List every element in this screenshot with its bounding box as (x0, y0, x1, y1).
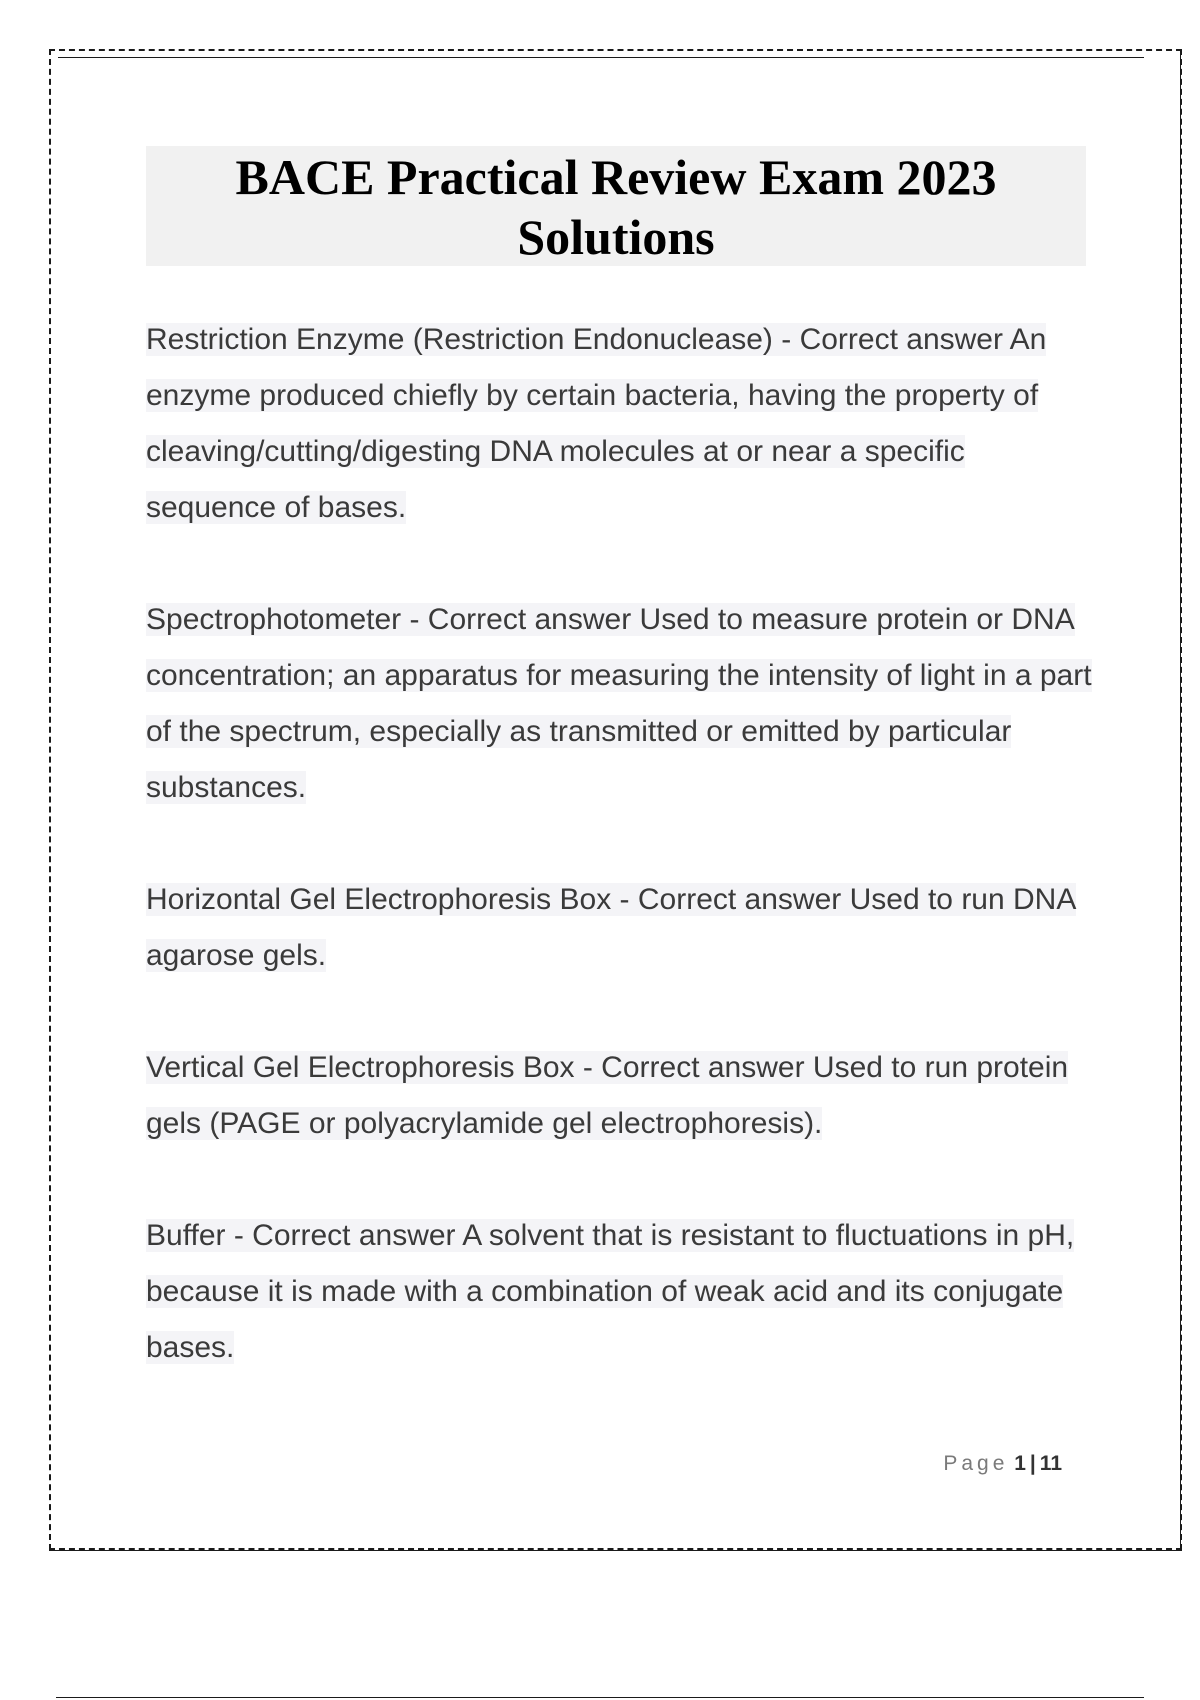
entry-restriction-enzyme (146, 312, 1096, 536)
entry-buffer (146, 1208, 1096, 1376)
document-body (146, 312, 1096, 1432)
page-number-footer (943, 1452, 1062, 1476)
entry-spectrophotometer (146, 592, 1096, 816)
document-title: BACE Practical Review Exam 2023 Solutions (146, 146, 1086, 266)
entry-text: Restriction Enzyme (Restriction Endonuclease) - Correct answer An enzyme produced chiefly by certain bacteria, having the property of cleaving/cutting/digesting DNA molecules at or near a specific sequence of bases. (146, 323, 1047, 524)
next-page-top-rule (56, 1697, 1144, 1698)
entry-text: Vertical Gel Electrophoresis Box - Correct answer Used to run protein gels (PAGE or polyacrylamide gel electrophoresis). (146, 1051, 1069, 1140)
page-border-top-line (58, 57, 1144, 58)
entry-text: Spectrophotometer - Correct answer Used to measure protein or DNA concentration; an apparatus for measuring the intensity of light in a part of the spectrum, especially as transmitted or emitted by particular substances. (146, 603, 1092, 804)
page-label: Page (943, 1452, 1009, 1475)
entry-text: Buffer - Correct answer A solvent that is resistant to fluctuations in pH, because it is made with a combination of weak acid and its conjugate bases. (146, 1219, 1075, 1364)
total-pages-number: 11 (1039, 1452, 1062, 1475)
page-border-bottom-line (49, 1550, 1182, 1551)
page-border-right-line (1180, 49, 1181, 1550)
page-separator: | (1029, 1452, 1036, 1475)
entry-horizontal-gel-box (146, 872, 1096, 984)
current-page-number: 1 (1014, 1452, 1026, 1475)
entry-vertical-gel-box (146, 1040, 1096, 1152)
entry-text: Horizontal Gel Electrophoresis Box - Correct answer Used to run DNA agarose gels. (146, 883, 1077, 972)
